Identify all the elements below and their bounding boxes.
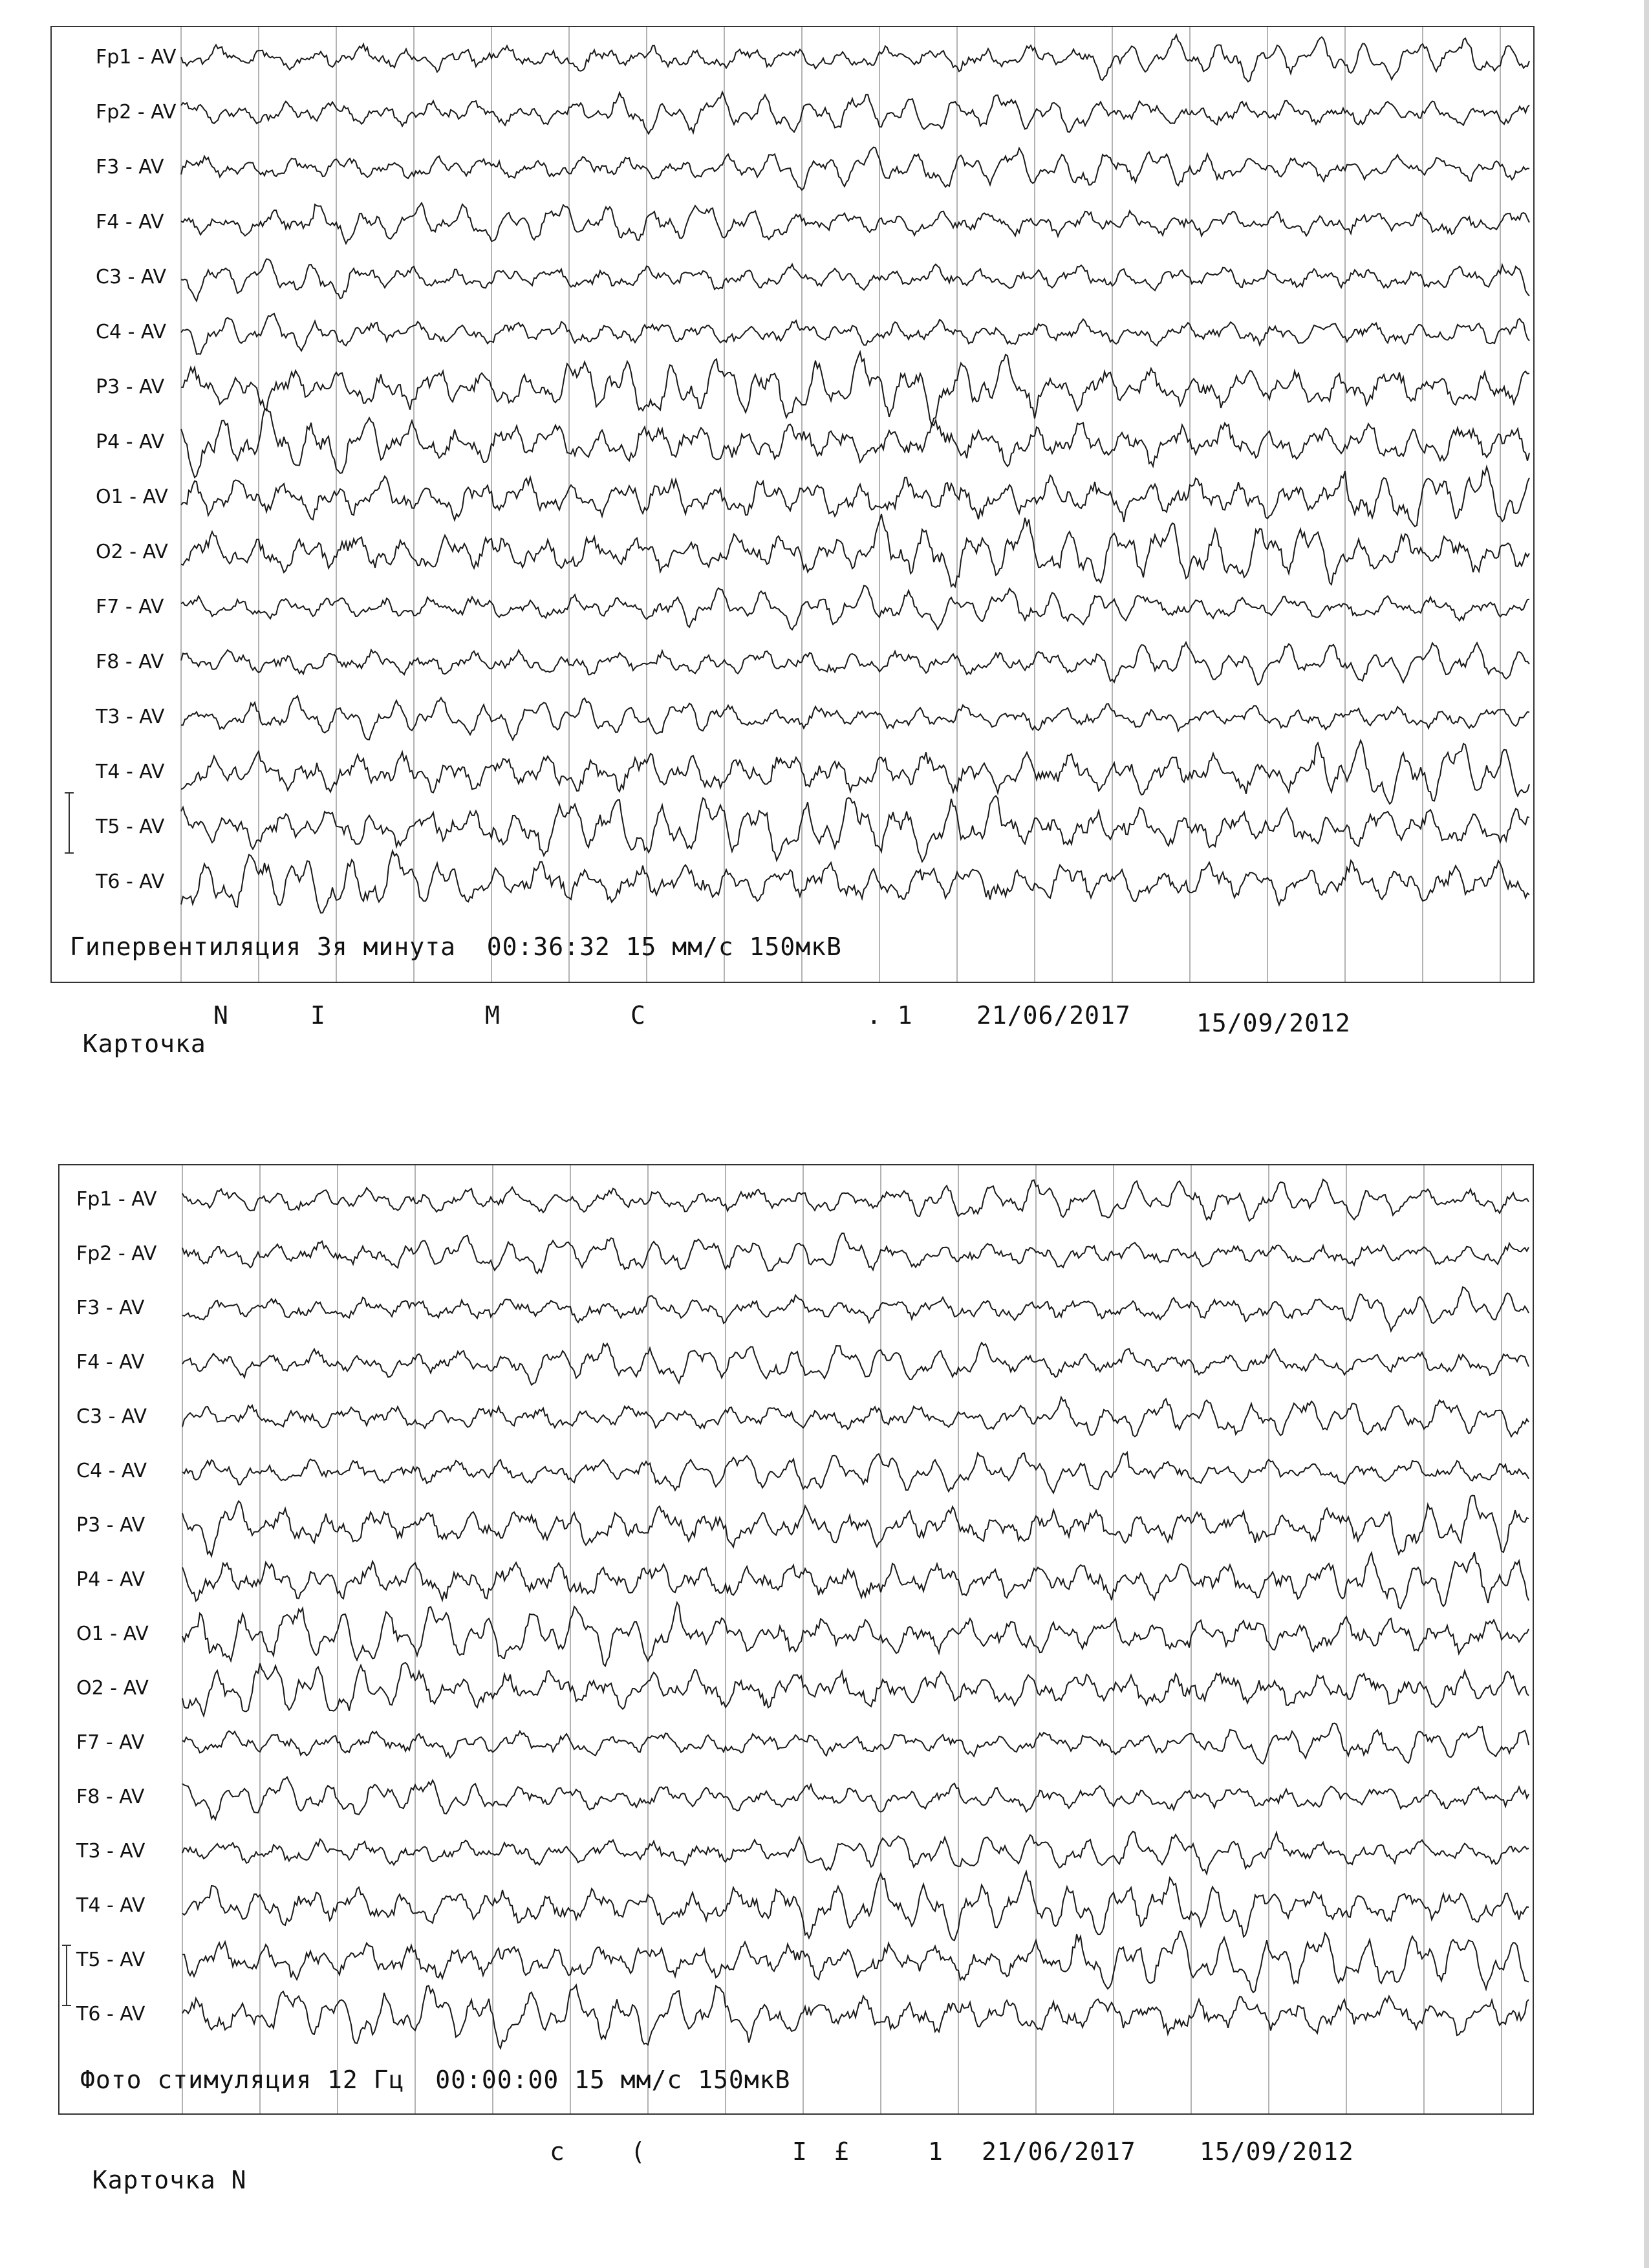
eeg-trace: [181, 92, 1529, 134]
card-footer-bottom: [61, 2137, 247, 2194]
channel-label-o2: O2 - AV: [96, 541, 168, 563]
eeg-trace: [182, 1287, 1529, 1331]
footer-fragment: M: [485, 1001, 501, 1030]
footer-fragment: N: [213, 1001, 229, 1030]
card-footer-top: [52, 1001, 206, 1058]
channel-label-o1: O1 - AV: [96, 486, 168, 508]
channel-label-fp2: Fp2 - AV: [76, 1242, 157, 1265]
eeg-trace: [181, 467, 1529, 526]
eeg-trace: [182, 1552, 1529, 1608]
channel-label-fp1: Fp1 - AV: [96, 46, 177, 69]
channel-label-t3: T3 - AV: [76, 1840, 146, 1863]
eeg-trace: [182, 1663, 1529, 1716]
eeg-trace: [181, 696, 1529, 740]
birth-date: 15/09/2012: [1196, 1009, 1351, 1037]
channel-label-f3: F3 - AV: [96, 156, 164, 178]
eeg-trace: [182, 1985, 1529, 2049]
footer-fragment: C: [630, 1001, 646, 1030]
recording-date: 21/06/2017: [982, 2137, 1136, 2166]
eeg-trace: [182, 1180, 1529, 1221]
eeg-trace: [182, 1343, 1529, 1385]
eeg-trace: [182, 1603, 1529, 1666]
eeg-trace: [182, 1233, 1529, 1273]
recording-caption: Фото стимуляция 12 Гц 00:00:00 15 мм/с 150мкВ: [80, 2066, 791, 2094]
eeg-trace: [181, 352, 1529, 426]
channel-label-t4: T4 - AV: [96, 761, 165, 783]
footer-fragment: 1: [928, 2137, 943, 2166]
channel-label-f7: F7 - AV: [96, 596, 164, 618]
eeg-trace: [181, 851, 1529, 913]
eeg-panel-photostimulation: [58, 1164, 1534, 2115]
channel-label-o2: O2 - AV: [76, 1677, 149, 1700]
eeg-trace: [182, 1453, 1529, 1493]
eeg-panel-hyperventilation: [50, 26, 1535, 983]
eeg-trace: [182, 1723, 1529, 1764]
footer-fragment: (: [630, 2137, 646, 2166]
recording-date: 21/06/2017: [976, 1001, 1131, 1030]
channel-label-t5: T5 - AV: [76, 1949, 146, 1971]
channel-label-f4: F4 - AV: [96, 211, 164, 233]
channel-label-f4: F4 - AV: [76, 1351, 145, 1374]
eeg-trace: [182, 1398, 1529, 1437]
channel-label-p3: P3 - AV: [76, 1514, 146, 1537]
channel-label-p4: P4 - AV: [76, 1568, 146, 1591]
channel-label-t6: T6 - AV: [96, 870, 165, 893]
eeg-trace: [182, 1931, 1529, 1993]
channel-label-f8: F8 - AV: [96, 651, 164, 673]
eeg-trace: [182, 1872, 1529, 1940]
eeg-trace: [181, 314, 1529, 354]
eeg-trace: [182, 1495, 1529, 1556]
amplitude-scale-bar: [65, 792, 74, 854]
eeg-trace: [181, 409, 1529, 477]
channel-label-t6: T6 - AV: [76, 2003, 146, 2025]
eeg-traces-bottom: [59, 1165, 1533, 2113]
footer-fragment: £: [834, 2137, 850, 2166]
eeg-traces-top: [52, 27, 1533, 982]
footer-fragment: I: [792, 2137, 808, 2166]
eeg-trace: [182, 1777, 1529, 1820]
card-label: Карточка: [82, 1030, 206, 1058]
channel-label-f3: F3 - AV: [76, 1297, 145, 1319]
eeg-trace: [181, 259, 1529, 301]
eeg-trace: [181, 147, 1529, 190]
eeg-trace: [181, 514, 1529, 587]
channel-label-p4: P4 - AV: [96, 431, 165, 453]
recording-caption: Гипервентиляция 3я минута 00:36:32 15 мм/с 150мкВ: [70, 933, 842, 961]
channel-label-fp1: Fp1 - AV: [76, 1188, 157, 1211]
amplitude-scale-bar: [62, 1945, 71, 2006]
footer-fragment: . 1: [867, 1001, 913, 1030]
birth-date: 15/09/2012: [1200, 2137, 1354, 2166]
eeg-trace: [181, 796, 1529, 862]
channel-label-p3: P3 - AV: [96, 376, 165, 398]
channel-label-t5: T5 - AV: [96, 815, 165, 838]
channel-label-c3: C3 - AV: [76, 1405, 147, 1428]
channel-label-fp2: Fp2 - AV: [96, 101, 177, 124]
footer-fragment: I: [310, 1001, 326, 1030]
page-edge: [1644, 0, 1649, 2268]
eeg-trace: [181, 642, 1529, 685]
channel-label-f8: F8 - AV: [76, 1786, 145, 1808]
channel-label-t3: T3 - AV: [96, 706, 165, 728]
channel-label-o1: O1 - AV: [76, 1623, 149, 1645]
eeg-trace: [181, 586, 1529, 630]
eeg-trace: [181, 203, 1529, 244]
channel-label-c4: C4 - AV: [76, 1460, 147, 1482]
eeg-trace: [181, 35, 1529, 81]
eeg-trace: [182, 1831, 1529, 1874]
channel-label-f7: F7 - AV: [76, 1731, 145, 1754]
channel-label-t4: T4 - AV: [76, 1894, 146, 1917]
card-label: Карточка N: [92, 2166, 247, 2194]
channel-label-c3: C3 - AV: [96, 266, 167, 288]
footer-fragment: c: [550, 2137, 565, 2166]
channel-label-c4: C4 - AV: [96, 321, 167, 343]
eeg-trace: [181, 740, 1529, 804]
